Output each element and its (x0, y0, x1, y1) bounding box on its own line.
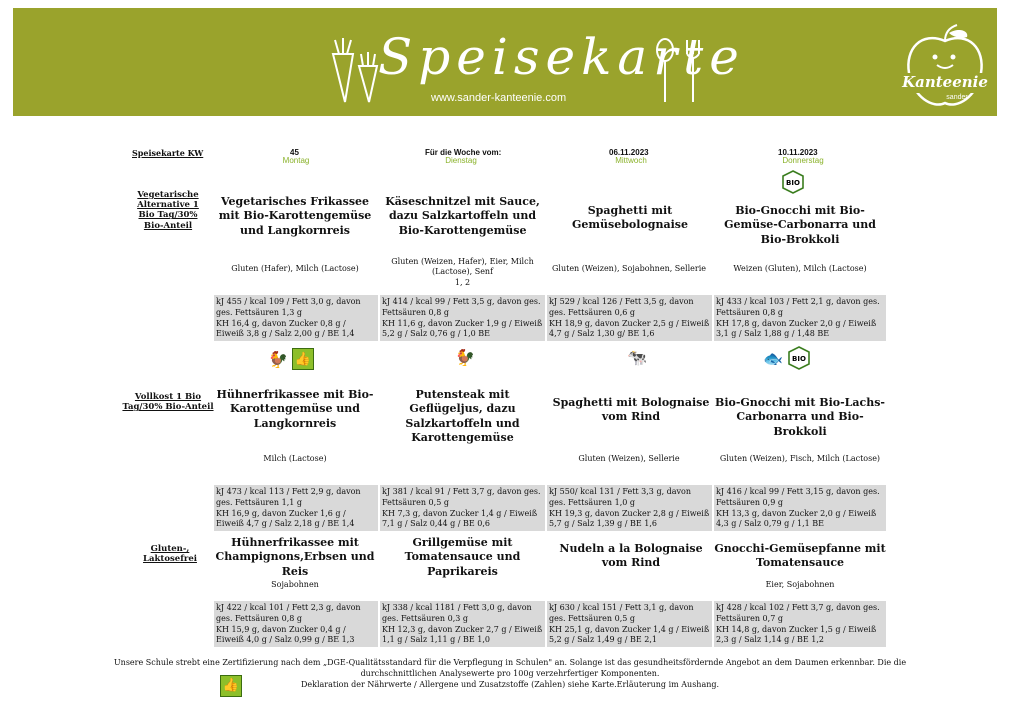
allergen-text: Eier, Sojabohnen (765, 580, 835, 589)
logo-subtext: sander (946, 94, 968, 101)
nutrition-box: kJ 550/ kcal 131 / Fett 3,3 g, davon ges. Fettsäuren 1,0 g KH 19,3 g, davon Zucker 2,8 g / Eiweiß 5,7 g / Salz 1,39 g / BE 1,6 (547, 485, 712, 531)
day-tuesday: Dienstag (445, 156, 477, 165)
chicken-icon: 🐓 (268, 349, 288, 369)
allergen-text: Gluten (Weizen), Sellerie (578, 454, 680, 463)
day-thursday: Donnerstag (782, 156, 824, 165)
fish-icon: 🐟 (763, 348, 783, 368)
bio-text: BIO (791, 355, 806, 363)
nutrition-box: kJ 529 / kcal 126 / Fett 3,5 g, davon ges. Fettsäuren 0,6 g KH 18,9 g, davon Zucker 2,5 g / Eiweiß 4,7 g / Salz 1,30 g/ BE 1,6 (547, 295, 712, 341)
dish-name: Nudeln a la Bolognaise vom Rind (559, 542, 703, 570)
section-label-vollkost: Vollkost 1 Bio Tag/30% Bio-Anteil (122, 392, 214, 413)
page-title: Speisekarte (378, 28, 745, 86)
nutrition-box: kJ 414 / kcal 99 / Fett 3,5 g, davon ges. Fettsäuren 0,8 g KH 11,6 g, davon Zucker 1,9 g / Eiweiß 5,2 g / Salz 0,76 g / 1,0 BE (380, 295, 545, 341)
footer-thumb-icon-wrap (220, 674, 242, 697)
footer-line-2: Deklaration der Nährwerte / Allergene und Zusatzstoffe (Zahlen) siehe Karte.Erläuterung im Aushang. (300, 679, 720, 689)
dish-name: Grillgemüse mit Tomatensauce und Paprikareis (404, 536, 521, 578)
day-wednesday: Mittwoch (615, 156, 647, 165)
logo-text: Kanteenie (902, 73, 988, 91)
dish-name: Putensteak mit Geflügeljus, dazu Salzkartoffeln und Karottengemüse (405, 388, 520, 444)
website-url: www.sander-kanteenie.com (431, 92, 567, 104)
dish-name: Gnocchi-Gemüsepfanne mit Tomatensauce (714, 542, 886, 570)
header-banner (13, 8, 997, 116)
thumbs-up-icon: 👍 (220, 675, 242, 697)
nutrition-box: kJ 455 / kcal 109 / Fett 3,0 g, davon ges. Fettsäuren 1,3 g KH 16,4 g, davon Zucker 0,8 g / Eiweiß 3,8 g / Salz 2,00 g / BE 1,4 (214, 295, 378, 341)
dish-name: Hühnerfrikassee mit Champignons,Erbsen und Reis (215, 536, 375, 578)
thumbs-up-icon: 👍 (292, 348, 314, 370)
day-monday: Montag (282, 156, 310, 165)
kw-label: Speisekarte KW (132, 148, 204, 158)
nutrition-box: kJ 473 / kcal 113 / Fett 2,9 g, davon ges. Fettsäuren 1,1 g KH 16,9 g, davon Zucker 1,6 g / Eiweiß 4,7 g / Salz 2,18 g / BE 1,4 (214, 485, 378, 531)
icon-group-wednesday (627, 348, 647, 367)
section-label-glutenfree: Gluten-, Laktosefrei (143, 544, 197, 565)
kanteenie-logo-icon (901, 23, 989, 111)
nutrition-box: kJ 422 / kcal 101 / Fett 2,3 g, davon ges. Fettsäuren 0,8 g KH 15,9 g, davon Zucker 0,4 g / Eiweiß 4,0 g / Salz 0,99 g / BE 1,3 (214, 601, 378, 647)
cutlery-icon (653, 36, 705, 106)
nutrition-box: kJ 630 / kcal 151 / Fett 3,1 g, davon ges. Fettsäuren 0,5 g KH 25,1 g, davon Zucker 1,4 g / Eiweiß 5,2 g / Salz 1,49 g / BE 2,1 (547, 601, 712, 647)
bio-icon (787, 346, 811, 370)
allergen-text: Weizen (Gluten), Milch (Lactose) (733, 264, 867, 273)
carrot-icon (323, 36, 383, 106)
dish-name: Hühnerfrikassee mit Bio-Karottengemüse und Langkornreis (216, 388, 374, 430)
date-to: 10.11.2023 (778, 148, 818, 157)
week-label: Für die Woche vom: (425, 148, 502, 157)
bio-text: BIO (786, 179, 800, 187)
nutrition-box: kJ 381 / kcal 91 / Fett 3,7 g, davon ges. Fettsäuren 0,5 g KH 7,3 g, davon Zucker 1,4 g / Eiweiß 7,1 g / Salz 0,44 g / BE 0,6 (380, 485, 545, 531)
cow-icon: 🐄 (627, 348, 647, 367)
nutrition-box: kJ 338 / kcal 1181 / Fett 3,0 g, davon ges. Fettsäuren 0,3 g KH 12,3 g, davon Zucker 2,7 g / Eiweiß 1,1 g / Salz 1,11 g / BE 1,0 (380, 601, 545, 647)
dish-name: Spaghetti mit Bolognaise vom Rind (552, 396, 710, 424)
dish-name: Spaghetti mit Gemüsebolognaise (572, 204, 688, 232)
kw-value: 45 (290, 148, 299, 157)
chicken-icon: 🐓 (455, 348, 475, 367)
allergen-text: Gluten (Weizen), Sojabohnen, Sellerie (552, 264, 706, 273)
icon-group-monday (268, 348, 314, 370)
dish-name: Käseschnitzel mit Sauce, dazu Salzkartoffeln und Bio-Karottengemüse (385, 195, 540, 237)
allergen-text: Gluten (Hafer), Milch (Lactose) (231, 264, 359, 273)
section-label-vegetarian: Vegetarische Alternative 1 Bio Tag/30% Bio-Anteil (137, 190, 199, 231)
footer-line-1: Unsere Schule strebt eine Zertifizierung nach dem „DGE-Qualitätsstandard für die Verpflegung in Schulen" an. Solange ist das gesundheitsfördernde Angebot an dem Daumen erkennbar. Die die durchschnittlichen Analysewerte pro 100g verzehrfertiger Komponenten. (113, 658, 907, 678)
nutrition-box: kJ 428 / kcal 102 / Fett 3,7 g, davon ges. Fettsäuren 0,7 g KH 14,8 g, davon Zucker 1,5 g / Eiweiß 2,3 g / Salz 1,14 g / BE 1,2 (714, 601, 886, 647)
allergen-text: Milch (Lactose) (263, 454, 327, 463)
icon-group-tuesday (455, 348, 475, 367)
allergen-text: Sojabohnen (271, 580, 319, 589)
allergen-text: Gluten (Weizen, Hafer), Eier, Milch (Lactose), Senf 1, 2 (391, 257, 534, 287)
icon-group-thursday (763, 346, 811, 370)
bio-icon (781, 170, 805, 194)
dish-name: Bio-Gnocchi mit Bio-Lachs-Carbonarra und Bio-Brokkoli (715, 396, 885, 438)
dish-name: Vegetarisches Frikassee mit Bio-Karottengemüse und Langkornreis (218, 195, 372, 237)
dish-name: Bio-Gnocchi mit Bio-Gemüse-Carbonarra und Bio-Brokkoli (724, 204, 876, 246)
date-from: 06.11.2023 (609, 148, 649, 157)
allergen-text: Gluten (Weizen), Fisch, Milch (Lactose) (719, 454, 881, 463)
nutrition-box: kJ 416 / kcal 99 / Fett 3,15 g, davon ges. Fettsäuren 0,9 g KH 13,3 g, davon Zucker 2,0 g / Eiweiß 4,3 g / Salz 0,79 g / 1,1 BE (714, 485, 886, 531)
nutrition-box: kJ 433 / kcal 103 / Fett 2,1 g, davon ges. Fettsäuren 0,8 g KH 17,8 g, davon Zucker 2,0 g / Eiweiß 3,1 g / Salz 1,88 g / 1,48 BE (714, 295, 886, 341)
